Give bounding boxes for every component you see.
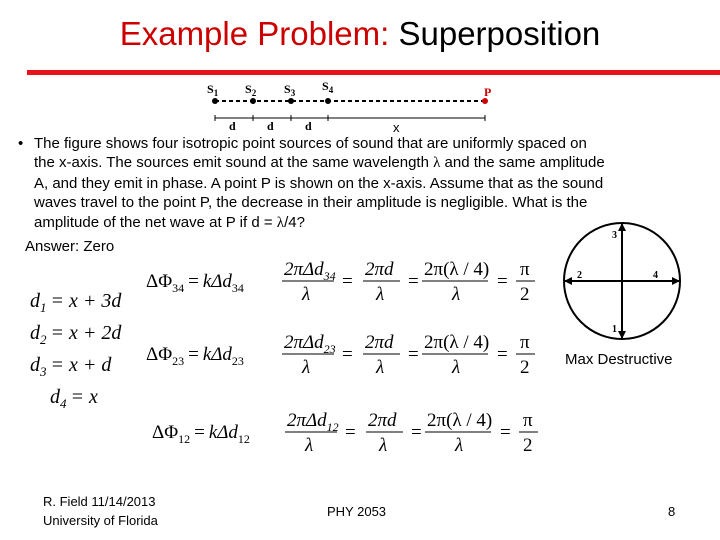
svg-text:π: π <box>520 259 530 280</box>
title-divider <box>27 70 720 75</box>
svg-text:π: π <box>523 410 533 431</box>
svg-text:=: = <box>342 344 353 365</box>
phase-eq-23 <box>146 332 530 378</box>
svg-text:2π(λ / 4): 2π(λ / 4) <box>424 332 490 353</box>
distance-eq-2: $d_2 = x + 2d$ <box>30 322 122 347</box>
source-dot-4 <box>325 98 331 104</box>
problem-line-2: the x-axis. The sources emit sound at the same wavelength λ and the same amplitude <box>34 154 605 172</box>
footer-course: PHY 2053 <box>327 504 387 519</box>
svg-text:2πΔd23: 2πΔd$_{23}$ <box>284 332 336 356</box>
problem-line-5: amplitude of the net wave at P if d = λ/4? <box>34 213 305 231</box>
answer-text: Answer: Zero <box>25 238 115 255</box>
phasor-label-2: 2 <box>577 270 582 281</box>
phasor-label-3: 3 <box>612 230 617 241</box>
svg-text:2π(λ / 4): 2π(λ / 4) <box>424 259 490 280</box>
phase-eq-34 <box>146 259 530 305</box>
svg-text:2πd: 2πd <box>365 332 394 353</box>
source-dot-1 <box>212 98 218 104</box>
svg-text:λ: λ <box>302 357 311 378</box>
bullet-marker: • <box>18 135 24 152</box>
svg-text:2: 2 <box>520 357 530 378</box>
svg-text:λ: λ <box>455 435 464 456</box>
svg-text:λ: λ <box>452 284 461 305</box>
phasor-label-4: 4 <box>653 270 658 281</box>
source-dot-2 <box>250 98 256 104</box>
svg-text:2: 2 <box>523 435 533 456</box>
svg-text:2π(λ / 4): 2π(λ / 4) <box>427 410 493 431</box>
svg-text:λ: λ <box>379 435 388 456</box>
point-p-label: P <box>484 85 492 99</box>
phase-equations <box>142 255 547 465</box>
slide-title <box>0 14 720 54</box>
spacing-label-1: d <box>229 119 236 133</box>
svg-text:λ: λ <box>452 357 461 378</box>
svg-text:λ: λ <box>376 284 385 305</box>
title-prefix: Example Problem: <box>119 15 390 52</box>
source-label-4: $S_4$ <box>322 80 334 95</box>
footer-author: R. Field 11/14/2013 University of Florida <box>43 494 158 528</box>
max-destructive-label: Max Destructive <box>565 351 673 368</box>
svg-text:2πΔd12: 2πΔd$_{12}$ <box>287 410 339 434</box>
svg-text:ΔΦ12=kΔd12: $\Delta\Phi_{12} = k\Delta d_{12}$ <box>152 422 250 446</box>
svg-text:ΔΦ23=kΔd23: $\Delta\Phi_{23} = k\Delta d_{23}$ <box>146 344 244 368</box>
svg-text:2πΔd34: 2πΔd$_{34}$ <box>284 259 336 283</box>
svg-text:=: = <box>408 344 419 365</box>
distance-eq-3: $d_3 = x + d$ <box>30 354 112 379</box>
source-label-1: $S_1$ <box>207 82 219 98</box>
distance-equations <box>25 280 135 410</box>
svg-text:=: = <box>497 271 508 292</box>
svg-text:2πd: 2πd <box>368 410 397 431</box>
phase-eq-12 <box>152 410 533 456</box>
source-dot-3 <box>288 98 294 104</box>
phasor-diagram <box>560 220 690 345</box>
distance-eq-4: $d_4 = x$ <box>50 386 98 410</box>
spacing-label-2: d <box>267 119 274 133</box>
source-label-2: $S_2$ <box>245 82 257 98</box>
svg-text:2πd: 2πd <box>365 259 394 280</box>
title-topic: Superposition <box>398 15 601 52</box>
problem-line-1: The figure shows four isotropic point sources of sound that are uniformly spaced on <box>34 135 587 152</box>
distance-eq-1: $d_1 = x + 3d$ <box>30 290 122 315</box>
svg-text:=: = <box>345 422 356 443</box>
page-number: 8 <box>668 504 676 519</box>
svg-text:λ: λ <box>305 435 314 456</box>
lambda-symbol: λ <box>433 155 441 172</box>
phasor-label-1: 1 <box>612 324 617 335</box>
svg-text:2: 2 <box>520 284 530 305</box>
svg-text:=: = <box>497 344 508 365</box>
svg-text:=: = <box>342 271 353 292</box>
svg-text:=: = <box>500 422 511 443</box>
x-distance-label: x <box>393 120 400 135</box>
spacing-label-3: d <box>305 119 312 133</box>
problem-line-4: waves travel to the point P, the decrease in their amplitude is negligible. What is the <box>34 194 588 212</box>
svg-text:=: = <box>411 422 422 443</box>
source-label-3: $S_3$ <box>284 82 296 98</box>
svg-text:λ: λ <box>302 284 311 305</box>
svg-text:π: π <box>520 332 530 353</box>
svg-text:ΔΦ34=kΔd34: $\Delta\Phi_{34} = k\Delta d_{34}$ <box>146 271 244 295</box>
svg-text:λ: λ <box>376 357 385 378</box>
svg-text:=: = <box>408 271 419 292</box>
problem-line-3: A, and they emit in phase. A point P is shown on the x-axis. Assume that as the sound <box>34 174 604 192</box>
sources-figure <box>195 80 510 135</box>
problem-text <box>34 134 704 233</box>
